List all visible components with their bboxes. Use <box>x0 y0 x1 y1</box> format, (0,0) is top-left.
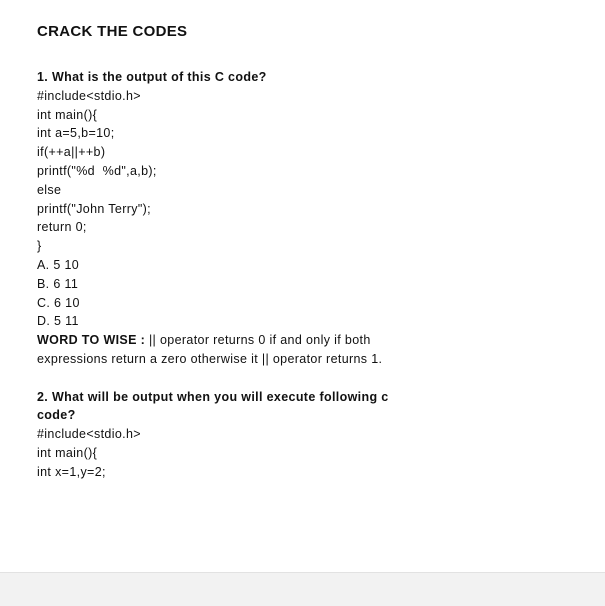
note-text-line-1: || operator returns 0 if and only if both <box>145 333 371 348</box>
code-line: return 0; <box>37 220 87 235</box>
question-2-line-1: 2. What will be output when you will execute following c <box>37 389 389 404</box>
option-b: B. 6 11 <box>37 276 79 291</box>
option-c: C. 6 10 <box>37 295 80 310</box>
code-line: int x=1,y=2; <box>37 464 106 479</box>
page-title: CRACK THE CODES <box>37 23 188 40</box>
option-a: A. 5 10 <box>37 257 80 272</box>
page-bottom-strip <box>0 572 605 606</box>
code-line: else <box>37 182 62 197</box>
code-line: if(++a||++b) <box>37 145 106 160</box>
code-line: printf("John Terry"); <box>37 201 151 216</box>
code-line: int main(){ <box>37 445 98 460</box>
option-d: D. 5 11 <box>37 314 79 329</box>
code-line: #include<stdio.h> <box>37 427 141 442</box>
spacer <box>37 369 597 388</box>
question-1: 1. What is the output of this C code? <box>37 70 267 84</box>
code-line: int a=5,b=10; <box>37 126 115 141</box>
word-to-wise-note <box>37 331 597 350</box>
code-line: printf("%d %d",a,b); <box>37 163 157 178</box>
document-content <box>37 22 597 482</box>
note-lead: WORD TO WISE : <box>37 333 146 348</box>
note-text-line-2: expressions return a zero otherwise it || operator returns 1. <box>37 351 383 366</box>
code-line: } <box>37 239 42 254</box>
question-2-line-2: code? <box>37 408 76 423</box>
code-line: int main(){ <box>37 107 98 122</box>
code-line: #include<stdio.h> <box>37 88 141 103</box>
